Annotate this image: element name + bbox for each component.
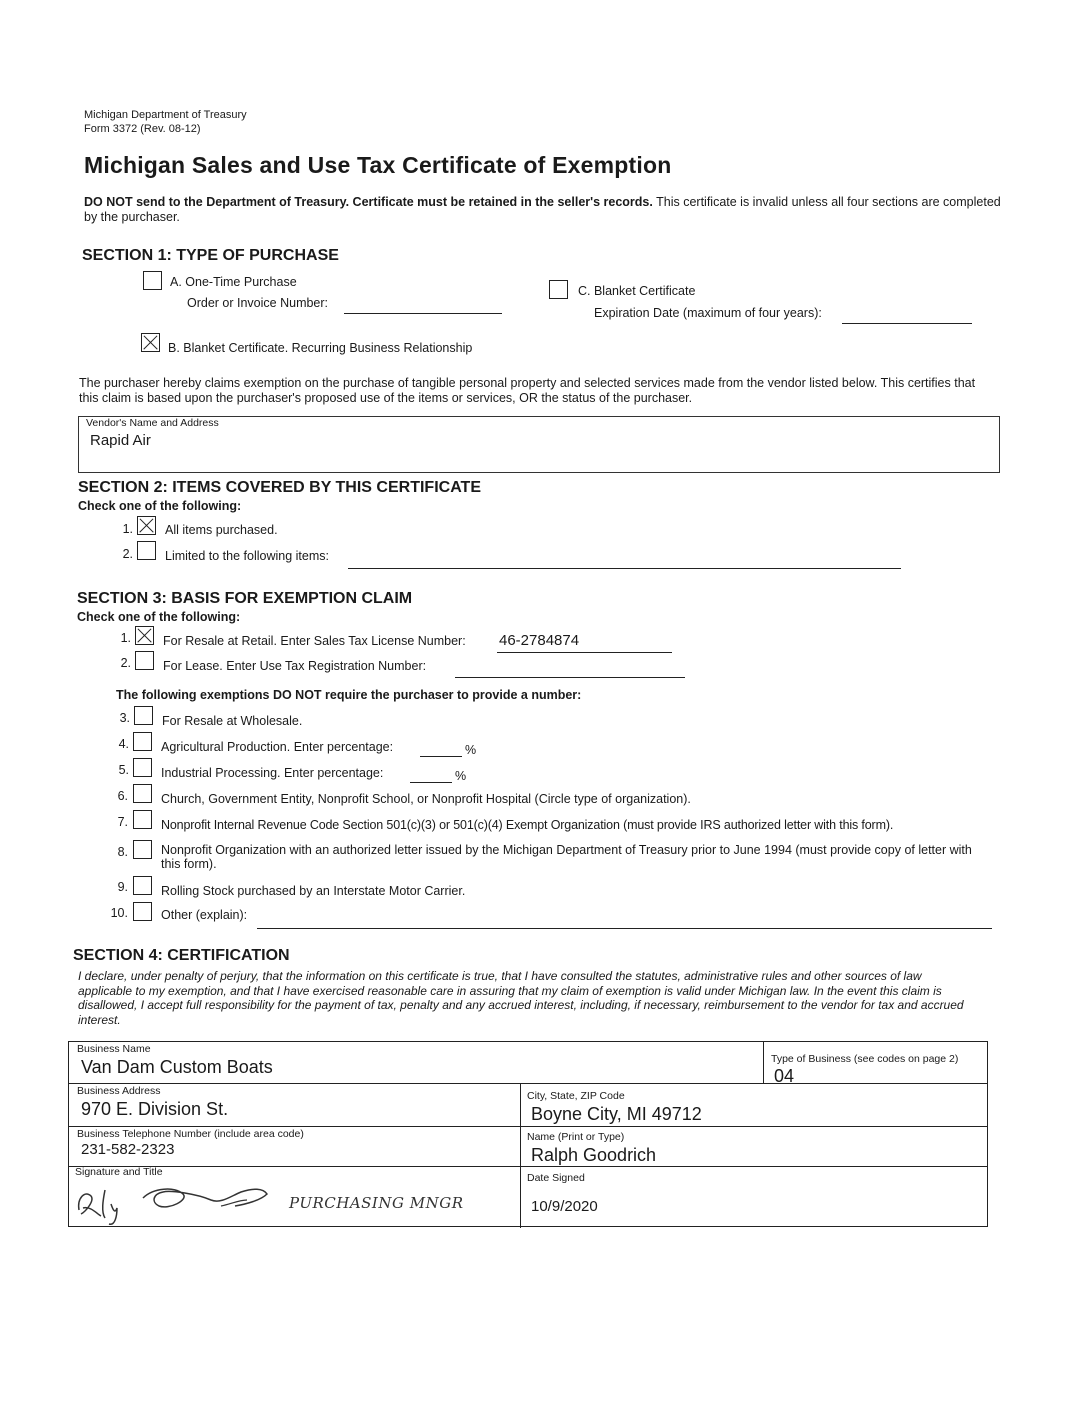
- phone-field[interactable]: 231-582-2323: [81, 1141, 175, 1158]
- agricultural-checkbox[interactable]: [133, 732, 152, 751]
- no-number-note: The following exemptions DO NOT require the purchaser to provide a number:: [116, 688, 582, 702]
- expiration-date-field[interactable]: [842, 323, 972, 324]
- business-type-field[interactable]: 04: [774, 1066, 795, 1086]
- industrial-percent-sign: %: [455, 769, 467, 783]
- limited-items-checkbox[interactable]: [137, 541, 156, 560]
- notice-rest: This certificate is invalid unless all four sections are completed by the purchaser.: [84, 195, 1001, 224]
- section2-item1-number: 1.: [122, 522, 133, 536]
- order-number-field[interactable]: [344, 313, 502, 314]
- church-government-checkbox[interactable]: [133, 784, 152, 803]
- lease-checkbox[interactable]: [135, 651, 154, 670]
- resale-retail-label: For Resale at Retail. Enter Sales Tax License Number:: [163, 634, 466, 648]
- license-number-line: [497, 652, 672, 653]
- agricultural-percent-sign: %: [465, 743, 477, 757]
- date-signed-label: Date Signed: [527, 1172, 585, 1184]
- rolling-stock-checkbox[interactable]: [133, 876, 152, 895]
- col-divider: [763, 1042, 764, 1084]
- business-address-label: Business Address: [77, 1085, 161, 1097]
- industrial-checkbox[interactable]: [133, 758, 152, 777]
- section3-item2-number: 2.: [120, 656, 131, 670]
- other-explain-field[interactable]: [257, 928, 992, 929]
- blanket-certificate-c-label: C. Blanket Certificate: [578, 284, 696, 298]
- section3-item9-number: 9.: [117, 880, 128, 894]
- business-address-field[interactable]: 970 E. Division St.: [81, 1099, 229, 1119]
- agricultural-percent-field[interactable]: [420, 756, 462, 757]
- other-label: Other (explain):: [161, 908, 248, 922]
- col-divider: [520, 1084, 521, 1228]
- expiration-date-label: Expiration Date (maximum of four years):: [594, 306, 822, 320]
- limited-items-label: Limited to the following items:: [165, 549, 329, 563]
- claim-statement: The purchaser hereby claims exemption on the purchase of tangible personal property and selected services made from the vendor listed below. This certifies that this claim is based upon the purchaser's proposed use of the items or services, OR the status of the purchaser.: [79, 376, 976, 405]
- notice-bold: DO NOT send to the Department of Treasury. Certificate must be retained in the seller's records.: [84, 195, 653, 209]
- lease-label: For Lease. Enter Use Tax Registration Number:: [163, 659, 427, 673]
- use-tax-number-field[interactable]: [455, 677, 685, 678]
- section3-item5-number: 5.: [118, 763, 129, 777]
- other-checkbox[interactable]: [133, 902, 152, 921]
- all-items-label: All items purchased.: [165, 523, 278, 537]
- form-header-block: [84, 108, 247, 136]
- section2-heading: SECTION 2: ITEMS COVERED BY THIS CERTIFICATE: [78, 479, 481, 496]
- city-state-zip-field[interactable]: Boyne City, MI 49712: [531, 1104, 702, 1124]
- section1-heading: SECTION 1: TYPE OF PURCHASE: [82, 247, 339, 264]
- row-divider: [69, 1166, 987, 1167]
- row-divider: [69, 1083, 987, 1084]
- row-divider: [69, 1126, 987, 1127]
- one-time-purchase-label: A. One-Time Purchase: [170, 275, 297, 289]
- print-name-field[interactable]: Ralph Goodrich: [531, 1145, 657, 1165]
- license-number-field[interactable]: 46-2784874: [499, 632, 580, 649]
- business-name-field[interactable]: Van Dam Custom Boats: [81, 1057, 273, 1077]
- section3-item3-number: 3.: [119, 711, 130, 725]
- section2-item2-number: 2.: [122, 547, 133, 561]
- nonprofit-501c-label: Nonprofit Internal Revenue Code Section 501(c)(3) or 501(c)(4) Exempt Organization (must provide IRS authorized letter with this form).: [161, 818, 894, 832]
- certification-table: [68, 1041, 988, 1227]
- resale-wholesale-checkbox[interactable]: [134, 706, 153, 725]
- industrial-label: Industrial Processing. Enter percentage:: [161, 766, 384, 780]
- agency-name: Michigan Department of Treasury: [84, 109, 247, 121]
- certification-declaration: I declare, under penalty of perjury, that the information on this certificate is true, that I have consulted the statutes, administrative rules and other sources of law applicable to my exemption, and that I have exercised reasonable care in assuring that my claim of exemption is valid under Michigan law. In the event this claim is disallowed, I accept full responsibility for the payment of tax, penalty and any accrued interest, including, if necessary, reimbursement to the vendor for tax and accrued interest.: [78, 969, 964, 1027]
- date-signed-field[interactable]: 10/9/2020: [531, 1198, 598, 1215]
- section3-heading: SECTION 3: BASIS FOR EXEMPTION CLAIM: [77, 590, 413, 607]
- vendor-label: Vendor's Name and Address: [86, 417, 219, 429]
- agricultural-label: Agricultural Production. Enter percentage:: [161, 740, 394, 754]
- section2-instruction: Check one of the following:: [78, 499, 242, 513]
- business-type-label: Type of Business (see codes on page 2): [771, 1053, 959, 1065]
- intro-notice: [84, 195, 1004, 225]
- business-name-label: Business Name: [77, 1043, 151, 1055]
- rolling-stock-label: Rolling Stock purchased by an Interstate Motor Carrier.: [161, 884, 466, 898]
- limited-items-field[interactable]: [348, 568, 901, 569]
- section3-item1-number: 1.: [120, 631, 131, 645]
- page-title: Michigan Sales and Use Tax Certificate of Exemption: [84, 152, 672, 178]
- all-items-checkbox[interactable]: [137, 516, 156, 535]
- one-time-purchase-checkbox[interactable]: [143, 271, 162, 290]
- resale-retail-checkbox[interactable]: [135, 626, 154, 645]
- nonprofit-letter-label: Nonprofit Organization with an authorized letter issued by the Michigan Department of Treasury prior to June 1994 (must provide copy of letter with this form).: [161, 843, 972, 871]
- nonprofit-501c-checkbox[interactable]: [133, 810, 152, 829]
- print-name-label: Name (Print or Type): [527, 1131, 625, 1143]
- resale-wholesale-label: For Resale at Wholesale.: [162, 714, 303, 728]
- blanket-recurring-label: B. Blanket Certificate. Recurring Business Relationship: [168, 341, 473, 355]
- form-number: Form 3372 (Rev. 08-12): [84, 123, 201, 135]
- city-state-zip-label: City, State, ZIP Code: [527, 1090, 625, 1102]
- section3-instruction: Check one of the following:: [77, 610, 241, 624]
- phone-label: Business Telephone Number (include area code): [77, 1128, 304, 1140]
- signature-label: Signature and Title: [75, 1166, 163, 1178]
- section3-item4-number: 4.: [118, 737, 129, 751]
- church-government-label: Church, Government Entity, Nonprofit School, or Nonprofit Hospital (Circle type of organization).: [161, 792, 691, 806]
- section3-item8-number: 8.: [117, 845, 128, 859]
- signature-title-field[interactable]: PURCHASING MNGR: [289, 1194, 464, 1212]
- section3-item6-number: 6.: [117, 789, 128, 803]
- section3-item7-number: 7.: [117, 815, 128, 829]
- blanket-recurring-checkbox[interactable]: [141, 333, 160, 352]
- blanket-certificate-c-checkbox[interactable]: [549, 280, 568, 299]
- vendor-name-field[interactable]: Rapid Air: [90, 432, 151, 449]
- signature-scribble: [71, 1170, 276, 1228]
- nonprofit-letter-checkbox[interactable]: [133, 840, 152, 859]
- section3-item10-number: 10.: [110, 906, 128, 920]
- section4-heading: SECTION 4: CERTIFICATION: [73, 947, 290, 964]
- industrial-percent-field[interactable]: [410, 782, 452, 783]
- order-number-label: Order or Invoice Number:: [187, 296, 329, 310]
